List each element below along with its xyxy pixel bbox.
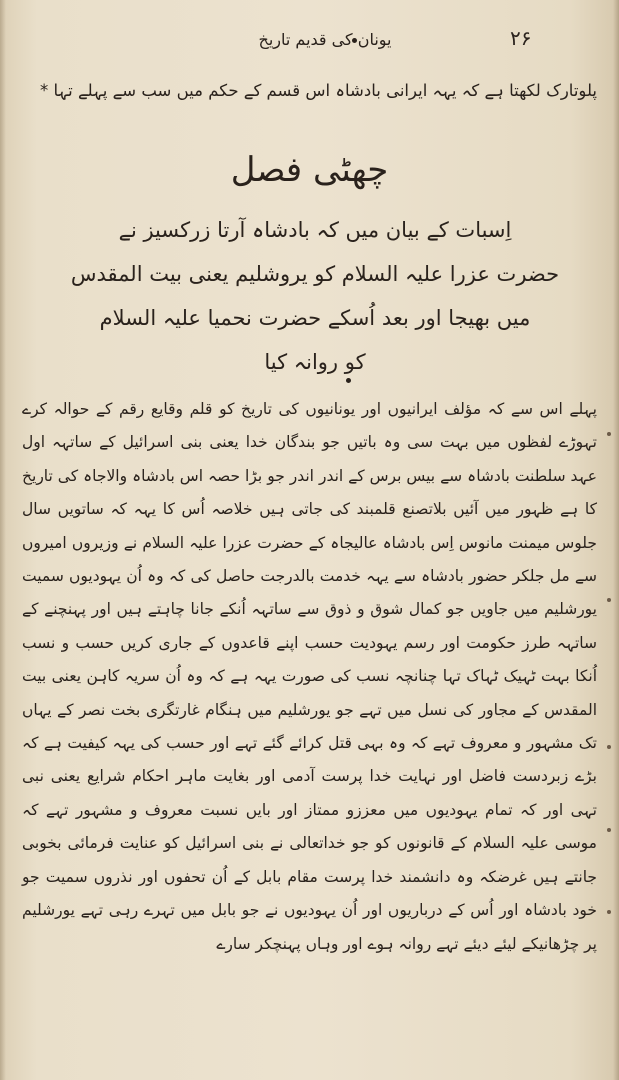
chapter-summary [50,208,580,384]
page-number: ۲۶ [510,26,532,50]
summary-line: اِسبات کے بیان میں کہ بادشاہ آرتا زرکسیز نے [118,218,512,242]
margin-speck-icon [607,598,611,602]
margin-speck-icon [607,910,611,914]
section-bullet-icon [346,378,351,383]
page-header [40,26,579,62]
summary-line: حضرت عزرا علیہ السلام کو یروشلیم یعنی بیت المقدس [70,262,560,286]
margin-speck-icon [607,432,611,436]
summary-line: کو روانہ کیا [264,350,366,374]
summary-line: میں بھیجا اور بعد اُسکے حضرت نحمیا علیہ السلام [99,306,531,330]
margin-speck-icon [607,828,611,832]
body-paragraph: پہلے اس سے کہ مؤلف ایرانیوں اور یونانیوں کی تاریخ کو قلم وقایع رقم کے حوالہ کرے تہوڑے لفظوں میں بہت سی وہ باتیں جو بندگان خدا یعنی بنی اسرائیل کے ساتہہ اول عہد سلطنت بادشاہ سے بیس برس کے اندر اندر جو بڑا حصہ اس بادشاہ والاجاہ کی تاریخ کا ہے ظہور میں آئیں بلاتصنع قلمبند کی جاتی ہیں خلاصہ اُس کا یہہ کہ ساتویں سال جلوس میمنت مانوس اِس بادشاہ عالیجاہ کے حضرت عزرا علیہ السلام نے وزیروں امیروں سے مل جلکر حضور بادشاہ سے یہہ خدمت بالدرجت حاصل کی کہ وہ اُن یہودیوں سمیت یورشلیم میں جاویں جو کمال شوق و ذوق سے ساتہہ اُنکے جانا چاہتے ہیں اور پہنچنے کے ساتہہ طرز حکومت اور رسم یہودیت حسب اپنے قاعدوں کے جاری کریں حسب و نسب اُنکا بہت ٹہیک ٹہاک تہا چنانچہ نسب کی صورت یہہ ہے کہ وہ اُن سریہ کاہن یعنی بیت المقدس کے مجاور کی نسل میں تہے جو یورشلیم میں ہنگام غارتگری بخت نصر کے یہاں تک مشہور و معروف تہے کہ وہ بہی قتل کرائے گئے تہے اور حسب کی یہہ کیفیت ہے کہ بڑے زبردست فاضل اور نہایت خدا پرست آدمی اور بغایت ماہر احکام شرایع یعنی نبی تہی اور کہ تمام یہودیوں میں معززو ممتاز اور بایں نسبت معروف و مشہور تہے کہ موسی علیہ السلام کے قانونوں کو جو خداتعالی نے بنی اسرائیل کو عنایت فرمائی بخوبی جانتے ہیں غرضکہ وہ دانشمند خدا پرست مقام بابل کے اُن تحفوں اور نذروں سمیت جو خود بادشاہ اور اُس کے درباریوں اور اُن یہودیوں نے جو بابل میں تہرے رہی تہے یورشلیم پر چڑھانیکے لیئے دیئے تہے روانہ ہوے اور وہاں پہنچکر سارے [22,400,597,953]
intro-paragraph: پلوتارک لکھتا ہے کہ یہہ ایرانی بادشاہ اس قسم کے حکم میں سب سے پہلے تہا * [39,81,597,100]
margin-speck-icon [607,745,611,749]
running-title: یونان کی قدیم تاریخ [258,30,392,49]
chapter-heading: چھٹی فصل [230,150,389,190]
